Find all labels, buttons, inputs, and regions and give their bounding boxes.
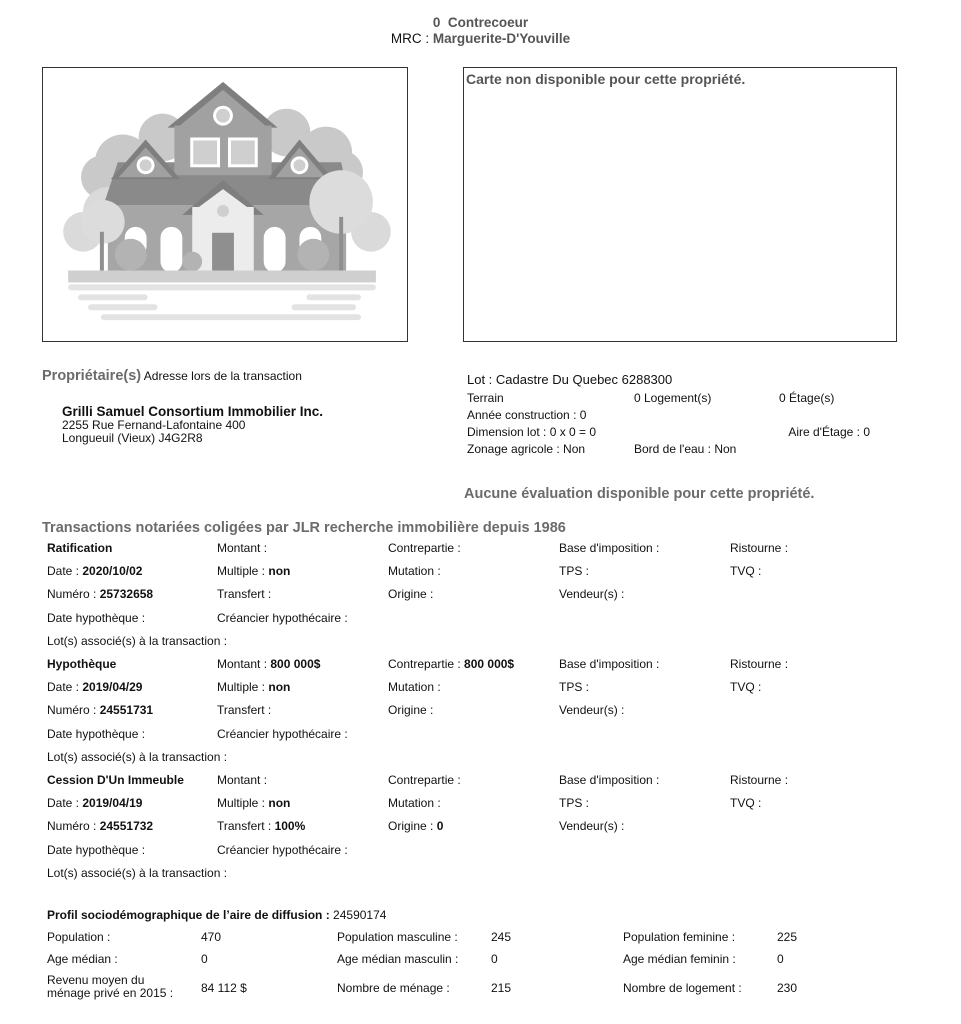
owner-name: Grilli Samuel Consortium Immobilier Inc. bbox=[62, 404, 324, 419]
socio-row bbox=[47, 974, 907, 1008]
montant-label: Montant : bbox=[217, 773, 268, 787]
owner-title: Propriétaire(s) bbox=[42, 368, 142, 384]
contrepartie-value: 800 000$ bbox=[464, 657, 515, 671]
lots-associes-label: Lot(s) associé(s) à la transaction : bbox=[47, 865, 228, 880]
transaction-row bbox=[47, 843, 907, 866]
numero bbox=[47, 587, 153, 601]
date bbox=[47, 564, 142, 578]
house-illustration-icon bbox=[43, 68, 407, 341]
socio-value: 0 bbox=[491, 952, 498, 966]
lot-dimension: Dimension lot : 0 x 0 = 0 bbox=[467, 425, 597, 439]
socio-area-code: 24590174 bbox=[333, 908, 387, 922]
contrepartie-label: Contrepartie : bbox=[388, 773, 461, 787]
contrepartie-label: Contrepartie : bbox=[388, 541, 461, 555]
transaction-row bbox=[47, 703, 907, 726]
lot-number: Lot : Cadastre Du Quebec 6288300 bbox=[467, 372, 673, 387]
ristourne bbox=[730, 773, 788, 787]
owner-address-line2: Longueuil (Vieux) J4G2R8 bbox=[62, 431, 203, 445]
date-label: Date : bbox=[47, 796, 80, 811]
owner-section bbox=[42, 368, 323, 445]
socio-row bbox=[47, 930, 907, 952]
transaction-row bbox=[47, 611, 907, 634]
socio-title-label: Profil sociodémographique de l’aire de diffusion : bbox=[47, 908, 330, 922]
socio-value: 245 bbox=[491, 930, 512, 944]
mutation bbox=[388, 564, 441, 578]
socio-title bbox=[47, 908, 907, 930]
creancier-label: Créancier hypothécaire : bbox=[217, 842, 348, 857]
transaction-type-value: Cession D'Un Immeuble bbox=[47, 773, 184, 787]
mrc-name: Marguerite-D'Youville bbox=[432, 31, 571, 46]
origine-label: Origine : bbox=[388, 587, 434, 602]
base-imposition bbox=[559, 541, 659, 555]
lot-logements: 0 Logement(s) bbox=[634, 391, 712, 405]
lot-etages: 0 Étage(s) bbox=[779, 391, 835, 405]
transaction-row bbox=[47, 796, 907, 819]
multiple-label: Multiple : bbox=[217, 796, 266, 811]
transaction-row bbox=[47, 541, 907, 564]
socio-label: Nombre de ménage : bbox=[337, 981, 450, 995]
origine bbox=[388, 703, 433, 717]
transaction-row bbox=[47, 564, 907, 587]
owner-address-line1: 2255 Rue Fernand-Lafontaine 400 bbox=[62, 418, 246, 432]
transfert bbox=[217, 819, 305, 833]
date-value: 2019/04/29 bbox=[82, 680, 143, 695]
transfert-value: 100% bbox=[274, 819, 306, 834]
creancier bbox=[217, 727, 348, 741]
contrepartie bbox=[388, 657, 514, 671]
transaction-type bbox=[47, 773, 184, 787]
transfert-label: Transfert : bbox=[217, 703, 272, 718]
tps-label: TPS : bbox=[559, 796, 590, 811]
city-name: Contrecoeur bbox=[447, 15, 529, 30]
numero bbox=[47, 703, 153, 717]
ristourne-label: Ristourne : bbox=[730, 541, 789, 555]
date bbox=[47, 796, 142, 810]
numero-value: 24551732 bbox=[99, 819, 154, 834]
socio-value: 230 bbox=[777, 981, 798, 995]
tvq-label: TVQ : bbox=[730, 796, 762, 811]
socio-label: Nombre de logement : bbox=[623, 981, 742, 995]
mutation-label: Mutation : bbox=[388, 796, 441, 811]
socio-label: Population feminine : bbox=[623, 930, 736, 944]
transaction-row bbox=[47, 773, 907, 796]
date-hypotheque-label: Date hypothèque : bbox=[47, 842, 146, 857]
numero-label: Numéro : bbox=[47, 587, 97, 602]
property-address bbox=[0, 15, 961, 31]
socio-label: Age médian : bbox=[47, 952, 118, 966]
base-imposition-label: Base d'imposition : bbox=[559, 657, 660, 671]
lot-annee-construction: Année construction : 0 bbox=[467, 408, 587, 422]
multiple-label: Multiple : bbox=[217, 680, 266, 695]
transaction-block bbox=[47, 541, 907, 657]
evaluation-unavailable-message: Aucune évaluation disponible pour cette propriété. bbox=[464, 486, 815, 502]
lot-details bbox=[467, 372, 887, 459]
multiple-label: Multiple : bbox=[217, 564, 266, 579]
transfert-label: Transfert : bbox=[217, 819, 272, 834]
socio-value: 0 bbox=[777, 952, 784, 966]
owner-subtitle: Adresse lors de la transaction bbox=[143, 369, 302, 383]
ristourne-label: Ristourne : bbox=[730, 657, 789, 671]
creancier-label: Créancier hypothécaire : bbox=[217, 726, 348, 741]
socio-section bbox=[47, 908, 907, 1008]
multiple-value: non bbox=[268, 564, 291, 579]
date-hypotheque bbox=[47, 843, 145, 857]
tvq-label: TVQ : bbox=[730, 564, 762, 579]
origine-label: Origine : bbox=[388, 703, 434, 718]
montant-label: Montant : bbox=[217, 657, 268, 671]
base-imposition-label: Base d'imposition : bbox=[559, 541, 660, 555]
transaction-type-value: Ratification bbox=[47, 541, 113, 555]
date-hypotheque bbox=[47, 611, 145, 625]
vendeurs-label: Vendeur(s) : bbox=[559, 587, 625, 602]
tvq-label: TVQ : bbox=[730, 680, 762, 695]
date-hypotheque-label: Date hypothèque : bbox=[47, 726, 146, 741]
lots-associes bbox=[47, 866, 227, 880]
transaction-row bbox=[47, 866, 907, 889]
date-value: 2020/10/02 bbox=[82, 564, 143, 579]
page-header bbox=[0, 15, 961, 47]
contrepartie bbox=[388, 773, 461, 787]
lot-bord-eau: Bord de l'eau : Non bbox=[634, 442, 737, 456]
socio-label: Age médian masculin : bbox=[337, 952, 459, 966]
transaction-type-value: Hypothèque bbox=[47, 657, 117, 671]
tps bbox=[559, 564, 589, 578]
lots-associes-label: Lot(s) associé(s) à la transaction : bbox=[47, 749, 228, 764]
transaction-row bbox=[47, 680, 907, 703]
transfert-label: Transfert : bbox=[217, 587, 272, 602]
transaction-block bbox=[47, 657, 907, 773]
contrepartie-label: Contrepartie : bbox=[388, 657, 461, 671]
multiple bbox=[217, 564, 290, 578]
multiple-value: non bbox=[268, 796, 291, 811]
tps-label: TPS : bbox=[559, 564, 590, 579]
civic-number: 0 bbox=[432, 15, 441, 30]
tvq bbox=[730, 680, 761, 694]
tvq bbox=[730, 564, 761, 578]
socio-label: Revenu moyen du ménage privé en 2015 : bbox=[47, 973, 174, 1000]
lots-associes bbox=[47, 634, 227, 648]
tvq bbox=[730, 796, 761, 810]
origine bbox=[388, 587, 433, 601]
vendeurs-label: Vendeur(s) : bbox=[559, 819, 625, 834]
transaction-row bbox=[47, 634, 907, 657]
ristourne bbox=[730, 657, 788, 671]
transaction-row bbox=[47, 657, 907, 680]
numero-label: Numéro : bbox=[47, 703, 97, 718]
vendeurs bbox=[559, 587, 624, 601]
multiple bbox=[217, 680, 290, 694]
transaction-row bbox=[47, 727, 907, 750]
socio-value: 84 112 $ bbox=[201, 981, 247, 995]
date-value: 2019/04/19 bbox=[82, 796, 143, 811]
date-hypotheque bbox=[47, 727, 145, 741]
base-imposition bbox=[559, 657, 659, 671]
transfert bbox=[217, 703, 271, 717]
montant bbox=[217, 657, 320, 671]
map-unavailable-message: Carte non disponible pour cette propriété. bbox=[466, 71, 746, 87]
tps bbox=[559, 680, 589, 694]
date-hypotheque-label: Date hypothèque : bbox=[47, 610, 146, 625]
socio-label: Age médian feminin : bbox=[623, 952, 736, 966]
socio-label: Population masculine : bbox=[337, 930, 458, 944]
origine-value: 0 bbox=[436, 819, 444, 834]
socio-value: 0 bbox=[201, 952, 208, 966]
creancier bbox=[217, 843, 348, 857]
multiple-value: non bbox=[268, 680, 291, 695]
ristourne-label: Ristourne : bbox=[730, 773, 789, 787]
creancier bbox=[217, 611, 348, 625]
socio-value: 225 bbox=[777, 930, 798, 944]
mutation-label: Mutation : bbox=[388, 564, 441, 579]
ristourne bbox=[730, 541, 788, 555]
vendeurs bbox=[559, 819, 624, 833]
numero bbox=[47, 819, 153, 833]
origine-label: Origine : bbox=[388, 819, 434, 834]
socio-row bbox=[47, 952, 907, 974]
lots-associes bbox=[47, 750, 227, 764]
creancier-label: Créancier hypothécaire : bbox=[217, 610, 348, 625]
lot-aire-etage: Aire d'Étage : 0 bbox=[788, 425, 870, 439]
mutation bbox=[388, 796, 441, 810]
date-label: Date : bbox=[47, 564, 80, 579]
mutation-label: Mutation : bbox=[388, 680, 441, 695]
mutation bbox=[388, 680, 441, 694]
lot-type: Terrain bbox=[467, 391, 504, 405]
date-label: Date : bbox=[47, 680, 80, 695]
origine bbox=[388, 819, 443, 833]
map-panel bbox=[463, 67, 897, 342]
base-imposition-label: Base d'imposition : bbox=[559, 773, 660, 787]
transaction-type bbox=[47, 541, 112, 555]
socio-label: Population : bbox=[47, 930, 111, 944]
multiple bbox=[217, 796, 290, 810]
mrc-line bbox=[0, 31, 961, 47]
montant bbox=[217, 773, 267, 787]
socio-value: 215 bbox=[491, 981, 512, 995]
montant bbox=[217, 541, 267, 555]
transaction-row bbox=[47, 587, 907, 610]
date bbox=[47, 680, 142, 694]
transaction-block bbox=[47, 773, 907, 889]
lots-associes-label: Lot(s) associé(s) à la transaction : bbox=[47, 633, 228, 648]
numero-label: Numéro : bbox=[47, 819, 97, 834]
vendeurs-label: Vendeur(s) : bbox=[559, 703, 625, 718]
transfert bbox=[217, 587, 271, 601]
numero-value: 24551731 bbox=[99, 703, 154, 718]
transaction-type bbox=[47, 657, 116, 671]
montant-value: 800 000$ bbox=[270, 657, 321, 671]
transactions-title: Transactions notariées coligées par JLR recherche immobilière depuis 1986 bbox=[42, 520, 566, 536]
vendeurs bbox=[559, 703, 624, 717]
tps-label: TPS : bbox=[559, 680, 590, 695]
socio-value: 470 bbox=[201, 930, 222, 944]
numero-value: 25732658 bbox=[99, 587, 154, 602]
montant-label: Montant : bbox=[217, 541, 268, 555]
tps bbox=[559, 796, 589, 810]
property-photo bbox=[42, 67, 408, 342]
mrc-label: MRC : bbox=[390, 31, 430, 46]
lot-zonage-agricole: Zonage agricole : Non bbox=[467, 442, 586, 456]
transaction-row bbox=[47, 819, 907, 842]
contrepartie bbox=[388, 541, 461, 555]
transaction-row bbox=[47, 750, 907, 773]
base-imposition bbox=[559, 773, 659, 787]
